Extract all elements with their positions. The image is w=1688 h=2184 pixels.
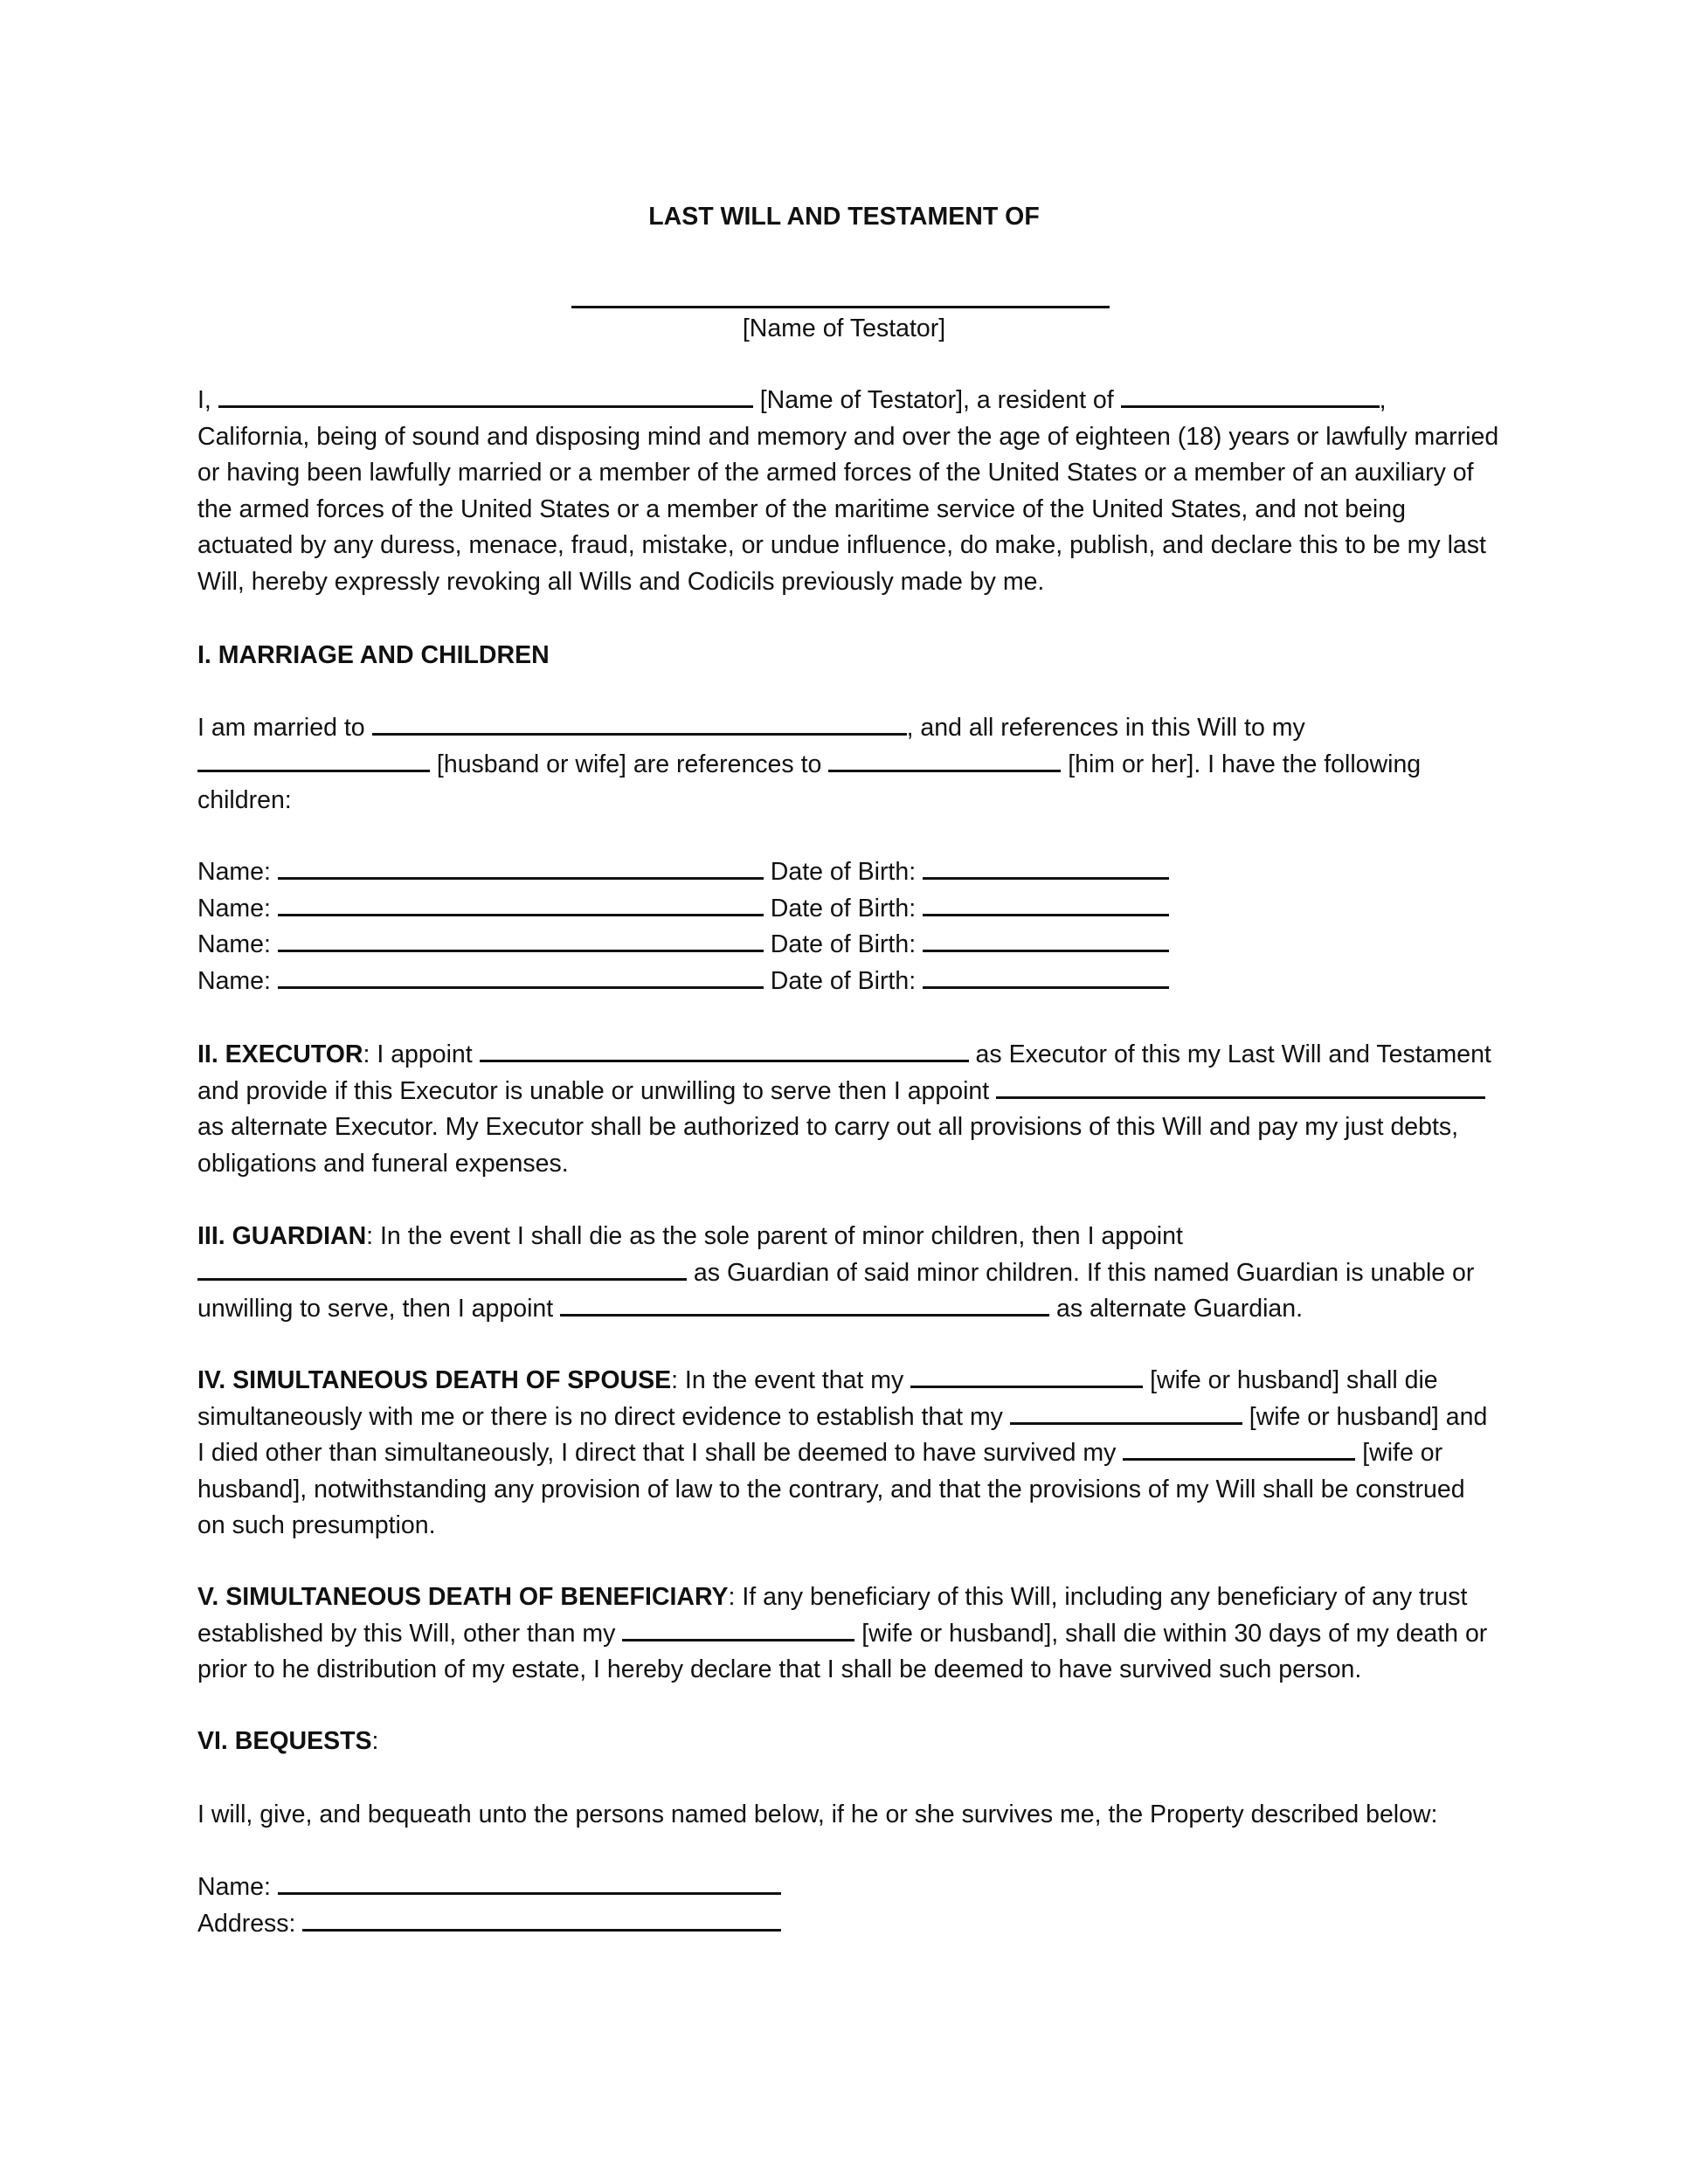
section-4-heading: IV. SIMULTANEOUS DEATH OF SPOUSE bbox=[197, 1366, 672, 1394]
child-name-field[interactable] bbox=[278, 892, 764, 916]
spouse-death-text-2: [wife or husband] shall die simultaneously with me or there is no direct evidence to establish that my bbox=[197, 1366, 1438, 1431]
executor-text: as Executor of this my Last Will and Testament and provide if this Executor is unable or unwilling to serve then I appoint bbox=[197, 1040, 1491, 1105]
spouse-death-text-1: : In the event that my bbox=[671, 1366, 904, 1394]
document-title: LAST WILL AND TESTAMENT OF bbox=[648, 203, 1040, 231]
guardian-text-2: as Guardian of said minor children. If this named Guardian is unable or unwilling to serve, then I appoint bbox=[197, 1258, 1475, 1323]
him-her-field[interactable] bbox=[828, 748, 1061, 772]
bequest-name-field[interactable] bbox=[278, 1870, 781, 1895]
child-dob-field[interactable] bbox=[923, 892, 1169, 916]
testator-name-field[interactable] bbox=[571, 276, 1110, 308]
section-1-heading: I. MARRIAGE AND CHILDREN bbox=[197, 641, 550, 669]
executor-appoint-text: : I appoint bbox=[363, 1040, 473, 1068]
section-3-heading: III. GUARDIAN bbox=[197, 1222, 367, 1250]
child-row bbox=[197, 891, 1499, 928]
child-name-label: Name: bbox=[197, 858, 271, 886]
section-guardian bbox=[197, 1219, 1499, 1328]
spouse-name-field[interactable] bbox=[372, 711, 907, 736]
spouse-field-2[interactable] bbox=[1010, 1400, 1242, 1425]
child-name-field[interactable] bbox=[278, 928, 764, 952]
testator-name-caption: [Name of Testator] bbox=[742, 314, 946, 342]
alternate-executor-field[interactable] bbox=[996, 1075, 1485, 1099]
marriage-paragraph bbox=[197, 710, 1499, 819]
section-marriage-children bbox=[197, 638, 1499, 674]
spouse-field-3[interactable] bbox=[1123, 1436, 1355, 1461]
bequests-colon: : bbox=[371, 1727, 379, 1755]
child-dob-field[interactable] bbox=[923, 964, 1169, 989]
section-6-heading: VI. BEQUESTS bbox=[197, 1727, 372, 1755]
child-dob-label: Date of Birth: bbox=[770, 858, 917, 886]
section-death-of-spouse bbox=[197, 1363, 1499, 1545]
child-name-label: Name: bbox=[197, 930, 271, 958]
husband-wife-text: [husband or wife] are references to bbox=[436, 750, 822, 778]
husband-wife-field[interactable] bbox=[197, 748, 430, 772]
bequest-address-field[interactable] bbox=[302, 1907, 781, 1932]
alternate-executor-text: as alternate Executor. My Executor shall be authorized to carry out all provisions of this Will and pay my just debts, obligations and funeral expenses. bbox=[197, 1113, 1459, 1178]
bequest-name-label: Name: bbox=[197, 1873, 271, 1901]
child-name-field[interactable] bbox=[278, 964, 764, 989]
section-death-of-beneficiary bbox=[197, 1579, 1499, 1689]
and-references-text: , and all references in this Will to my bbox=[906, 714, 1305, 742]
child-name-label: Name: bbox=[197, 894, 271, 923]
guardian-text-1: : In the event I shall die as the sole parent of minor children, then I appoint bbox=[366, 1222, 1183, 1250]
bequest-address-label: Address: bbox=[197, 1909, 296, 1938]
children-list bbox=[197, 854, 1499, 999]
child-dob-field[interactable] bbox=[923, 928, 1169, 952]
executor-name-field[interactable] bbox=[480, 1038, 969, 1062]
spouse-field-1[interactable] bbox=[910, 1364, 1143, 1388]
intro-comma: , bbox=[1379, 386, 1387, 414]
child-row bbox=[197, 927, 1499, 964]
child-name-label: Name: bbox=[197, 966, 271, 995]
bequest-recipient bbox=[197, 1870, 1499, 1942]
alternate-guardian-field[interactable] bbox=[560, 1292, 1049, 1317]
section-2-heading: II. EXECUTOR bbox=[197, 1040, 363, 1068]
intro-paragraph bbox=[197, 383, 1499, 600]
intro-start: I, bbox=[197, 386, 211, 414]
child-dob-label: Date of Birth: bbox=[770, 894, 917, 923]
beneficiary-text-1: : If any beneficiary of this Will, including any beneficiary of any trust established by this Will, other than my bbox=[197, 1583, 1468, 1648]
beneficiary-text-2: [wife or husband], shall die within 30 days of my death or prior to he distribution of my estate, I hereby declare that I shall be deemed to have survived such person. bbox=[197, 1619, 1488, 1683]
child-row bbox=[197, 964, 1499, 1000]
spouse-death-text-3: [wife or husband] and I died other than simultaneously, I direct that I shall be deemed to have survived my bbox=[197, 1402, 1488, 1467]
child-name-field[interactable] bbox=[278, 855, 764, 880]
child-dob-label: Date of Birth: bbox=[770, 966, 917, 995]
child-dob-field[interactable] bbox=[923, 855, 1169, 880]
child-row bbox=[197, 854, 1499, 891]
intro-residence-field[interactable] bbox=[1121, 384, 1380, 408]
guardian-name-field[interactable] bbox=[197, 1256, 687, 1281]
bequests-text: I will, give, and bequeath unto the persons named below, if he or she survives me, the Property described below: bbox=[197, 1800, 1438, 1828]
him-her-text: [him or her]. I have the following children: bbox=[197, 750, 1422, 814]
bequests-paragraph bbox=[197, 1797, 1499, 1834]
child-dob-label: Date of Birth: bbox=[770, 930, 917, 958]
spouse-death-text-4: [wife or husband], notwithstanding any provision of law to the contrary, and that the provisions of my Will shall be construed on such presumption. bbox=[197, 1439, 1465, 1539]
guardian-text-3: as alternate Guardian. bbox=[1056, 1295, 1304, 1323]
section-5-heading: V. SIMULTANEOUS DEATH OF BENEFICIARY bbox=[197, 1583, 729, 1611]
intro-testator-name-field[interactable] bbox=[218, 384, 753, 408]
section-bequests bbox=[197, 1724, 1499, 1760]
section-executor bbox=[197, 1037, 1499, 1182]
beneficiary-spouse-field[interactable] bbox=[622, 1617, 854, 1641]
intro-testator-label: [Name of Testator], a resident of bbox=[759, 386, 1114, 414]
married-to-label: I am married to bbox=[197, 714, 365, 742]
intro-body-text: California, being of sound and disposing mind and memory and over the age of eighteen (18) years or lawfully married or having been lawfully married or a member of the armed forces of the United States or a member of an auxiliary of the armed forces of the United States or a member of the maritime service of the United States, and not being actuated by any duress, menace, fraud, mistake, or undue influence, do make, publish, and declare this to be my last Will, hereby expressly revoking all Wills and Codicils previously made by me. bbox=[197, 422, 1499, 596]
